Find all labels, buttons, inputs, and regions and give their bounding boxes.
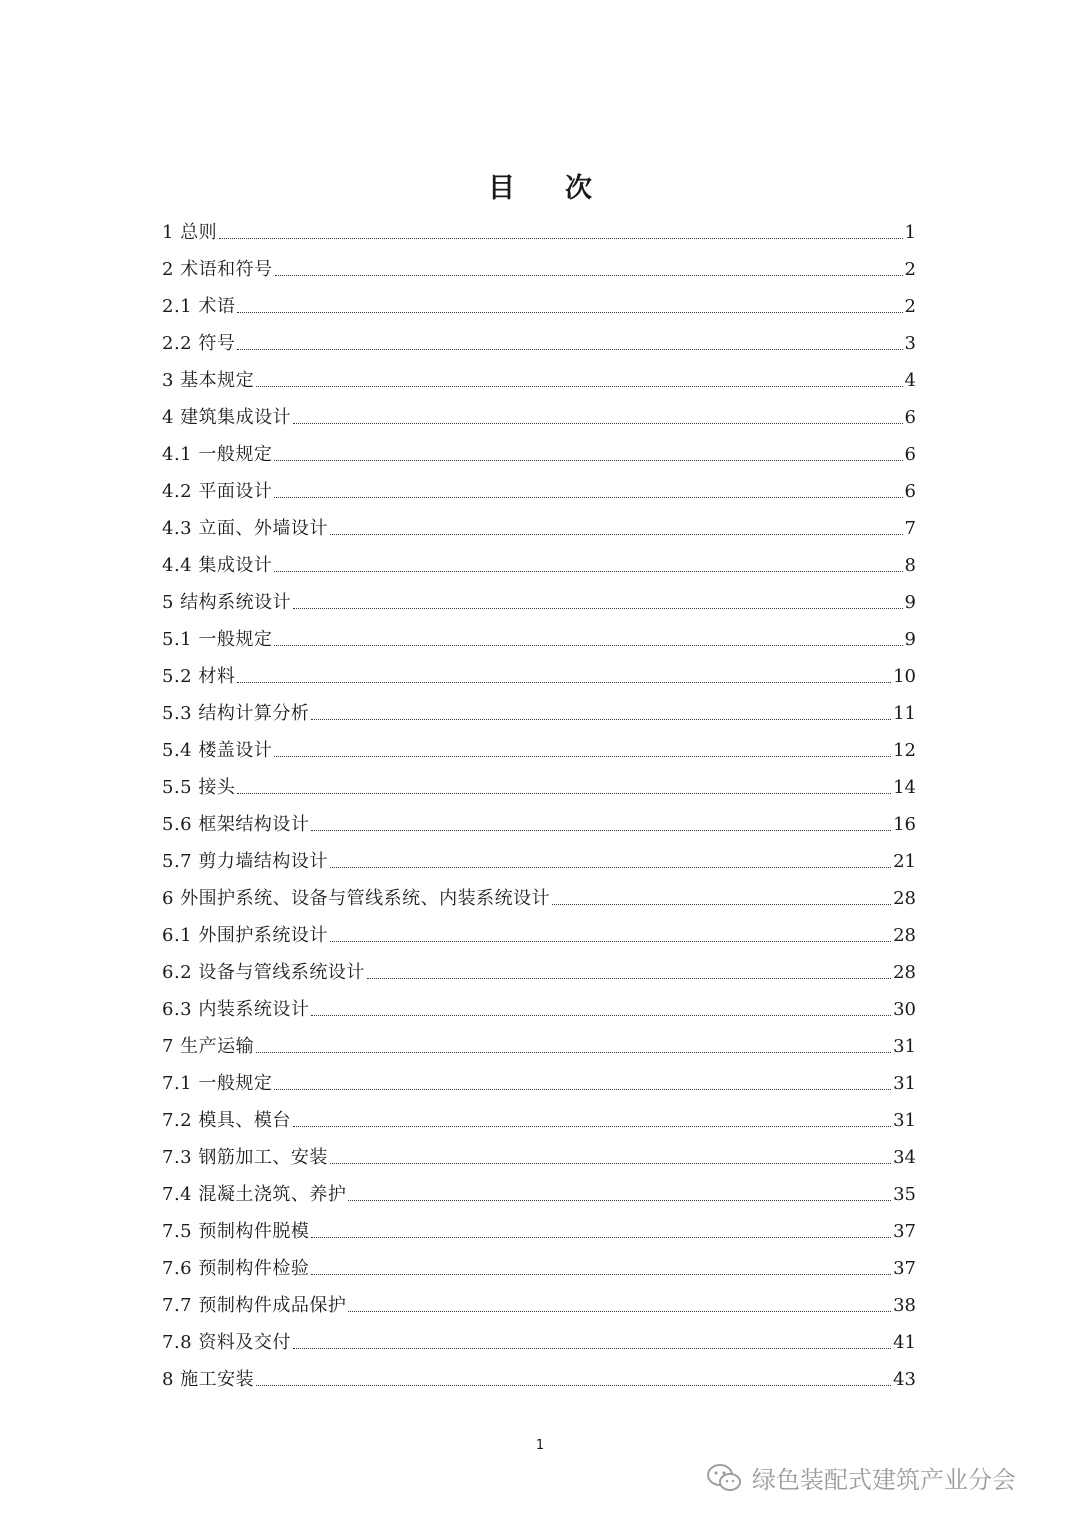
watermark <box>706 1460 1016 1495</box>
toc-entry-page: 31 <box>893 1110 916 1131</box>
toc-entry-label: 8 施工安装 <box>162 1369 255 1390</box>
toc-entry-page: 6 <box>904 407 916 428</box>
toc-entry-page: 1 <box>904 222 916 243</box>
toc-entry-label: 5.7 剪力墙结构设计 <box>162 851 328 872</box>
toc-entry[interactable] <box>162 621 916 658</box>
toc-leader-dots <box>293 1125 891 1127</box>
toc-leader-dots <box>237 311 902 313</box>
toc-entry-label: 5.1 一般规定 <box>162 629 273 650</box>
toc-entry[interactable] <box>162 473 916 510</box>
toc-leader-dots <box>552 903 891 905</box>
toc-entry[interactable] <box>162 954 916 991</box>
toc-entry-page: 14 <box>893 777 916 798</box>
toc-entry[interactable] <box>162 214 916 251</box>
toc-entry-label: 5.3 结构计算分析 <box>162 703 310 724</box>
toc-entry[interactable] <box>162 1065 916 1102</box>
toc-entry-label: 6.2 设备与管线系统设计 <box>162 962 365 983</box>
toc-entry-page: 31 <box>893 1036 916 1057</box>
toc-entry-page: 9 <box>904 629 916 650</box>
toc-entry-page: 28 <box>893 925 916 946</box>
toc-leader-dots <box>219 237 902 239</box>
toc-entry-label: 4.1 一般规定 <box>162 444 273 465</box>
toc-leader-dots <box>275 274 903 276</box>
toc-entry-label: 2.1 术语 <box>162 296 236 317</box>
toc-leader-dots <box>330 866 891 868</box>
toc-entry-label: 7.2 模具、模台 <box>162 1110 291 1131</box>
toc-entry-page: 11 <box>893 703 916 724</box>
toc-entry-page: 41 <box>893 1332 916 1353</box>
toc-entry-label: 7.1 一般规定 <box>162 1073 273 1094</box>
toc-leader-dots <box>293 422 902 424</box>
toc-entry[interactable] <box>162 1250 916 1287</box>
toc-entry[interactable] <box>162 1287 916 1324</box>
toc-entry-page: 30 <box>893 999 916 1020</box>
toc-entry-page: 21 <box>893 851 916 872</box>
wechat-icon <box>706 1463 742 1493</box>
toc-leader-dots <box>293 1347 891 1349</box>
table-of-contents <box>162 214 916 1398</box>
toc-leader-dots <box>274 1088 891 1090</box>
toc-entry[interactable] <box>162 1361 916 1398</box>
toc-entry-label: 5.2 材料 <box>162 666 236 687</box>
toc-entry-label: 7.7 预制构件成品保护 <box>162 1295 347 1316</box>
toc-entry[interactable] <box>162 1324 916 1361</box>
toc-entry-label: 6.3 内装系统设计 <box>162 999 310 1020</box>
toc-leader-dots <box>330 1162 891 1164</box>
toc-entry-label: 7.6 预制构件检验 <box>162 1258 310 1279</box>
title-char-1: 目 <box>488 173 515 204</box>
toc-entry-label: 4.2 平面设计 <box>162 481 273 502</box>
toc-entry-page: 2 <box>904 296 916 317</box>
toc-entry-page: 9 <box>904 592 916 613</box>
toc-entry-page: 7 <box>904 518 916 539</box>
toc-entry[interactable] <box>162 1028 916 1065</box>
toc-entry-page: 34 <box>893 1147 916 1168</box>
toc-entry[interactable] <box>162 362 916 399</box>
toc-entry-label: 6 外围护系统、设备与管线系统、内装系统设计 <box>162 888 551 909</box>
toc-entry-page: 38 <box>893 1295 916 1316</box>
toc-entry[interactable] <box>162 1102 916 1139</box>
toc-leader-dots <box>330 533 903 535</box>
toc-entry-page: 16 <box>893 814 916 835</box>
toc-entry-label: 3 基本规定 <box>162 370 255 391</box>
toc-leader-dots <box>237 792 891 794</box>
toc-entry-page: 43 <box>893 1369 916 1390</box>
toc-entry-page: 3 <box>904 333 916 354</box>
toc-leader-dots <box>274 644 902 646</box>
toc-entry[interactable] <box>162 547 916 584</box>
toc-leader-dots <box>256 1384 891 1386</box>
toc-entry-page: 28 <box>893 888 916 909</box>
toc-leader-dots <box>367 977 891 979</box>
toc-entry-label: 1 总则 <box>162 222 218 243</box>
toc-entry-label: 2 术语和符号 <box>162 259 273 280</box>
toc-entry-label: 4 建筑集成设计 <box>162 407 292 428</box>
toc-entry-page: 37 <box>893 1221 916 1242</box>
toc-leader-dots <box>256 1051 891 1053</box>
toc-entry-page: 4 <box>904 370 916 391</box>
toc-entry-label: 4.4 集成设计 <box>162 555 273 576</box>
toc-entry-label: 7 生产运输 <box>162 1036 255 1057</box>
page-number: 1 <box>535 1438 545 1453</box>
toc-leader-dots <box>274 496 902 498</box>
toc-entry[interactable] <box>162 436 916 473</box>
toc-entry[interactable] <box>162 325 916 362</box>
toc-entry[interactable] <box>162 769 916 806</box>
toc-entry[interactable] <box>162 806 916 843</box>
toc-entry[interactable] <box>162 843 916 880</box>
toc-leader-dots <box>237 681 891 683</box>
toc-entry[interactable] <box>162 510 916 547</box>
toc-leader-dots <box>348 1199 891 1201</box>
toc-entry-label: 2.2 符号 <box>162 333 236 354</box>
toc-leader-dots <box>256 385 902 387</box>
toc-entry-label: 5.4 楼盖设计 <box>162 740 273 761</box>
toc-entry[interactable] <box>162 288 916 325</box>
toc-entry[interactable] <box>162 584 916 621</box>
toc-entry-page: 6 <box>904 481 916 502</box>
toc-entry[interactable] <box>162 732 916 769</box>
toc-entry[interactable] <box>162 399 916 436</box>
toc-leader-dots <box>274 570 902 572</box>
toc-leader-dots <box>274 755 891 757</box>
toc-entry-label: 5.6 框架结构设计 <box>162 814 310 835</box>
toc-entry[interactable] <box>162 251 916 288</box>
toc-entry-label: 7.5 预制构件脱模 <box>162 1221 310 1242</box>
toc-entry-page: 28 <box>893 962 916 983</box>
toc-leader-dots <box>311 829 891 831</box>
toc-entry[interactable] <box>162 880 916 917</box>
toc-entry-page: 31 <box>893 1073 916 1094</box>
toc-leader-dots <box>311 1273 891 1275</box>
toc-entry-page: 6 <box>904 444 916 465</box>
toc-entry[interactable] <box>162 1139 916 1176</box>
toc-entry-label: 5.5 接头 <box>162 777 236 798</box>
toc-leader-dots <box>237 348 902 350</box>
toc-entry[interactable] <box>162 658 916 695</box>
toc-entry-page: 12 <box>893 740 916 761</box>
toc-leader-dots <box>311 1014 891 1016</box>
toc-entry-page: 10 <box>893 666 916 687</box>
toc-leader-dots <box>330 940 891 942</box>
toc-leader-dots <box>348 1310 891 1312</box>
toc-entry[interactable] <box>162 1176 916 1213</box>
toc-entry[interactable] <box>162 991 916 1028</box>
title-char-2: 次 <box>565 173 592 204</box>
toc-entry-label: 4.3 立面、外墙设计 <box>162 518 328 539</box>
page-title <box>0 166 1080 205</box>
toc-entry-label: 5 结构系统设计 <box>162 592 292 613</box>
toc-entry-page: 8 <box>904 555 916 576</box>
toc-leader-dots <box>274 459 902 461</box>
toc-entry-page: 2 <box>904 259 916 280</box>
toc-leader-dots <box>293 607 902 609</box>
toc-leader-dots <box>311 718 891 720</box>
toc-entry[interactable] <box>162 917 916 954</box>
toc-leader-dots <box>311 1236 891 1238</box>
toc-entry-label: 7.8 资料及交付 <box>162 1332 291 1353</box>
watermark-text: 绿色装配式建筑产业分会 <box>752 1466 1016 1494</box>
toc-entry-page: 35 <box>893 1184 916 1205</box>
toc-entry-label: 7.3 钢筋加工、安装 <box>162 1147 328 1168</box>
toc-entry[interactable] <box>162 695 916 732</box>
toc-entry[interactable] <box>162 1213 916 1250</box>
toc-entry-label: 7.4 混凝土浇筑、养护 <box>162 1184 347 1205</box>
toc-entry-page: 37 <box>893 1258 916 1279</box>
toc-entry-label: 6.1 外围护系统设计 <box>162 925 328 946</box>
